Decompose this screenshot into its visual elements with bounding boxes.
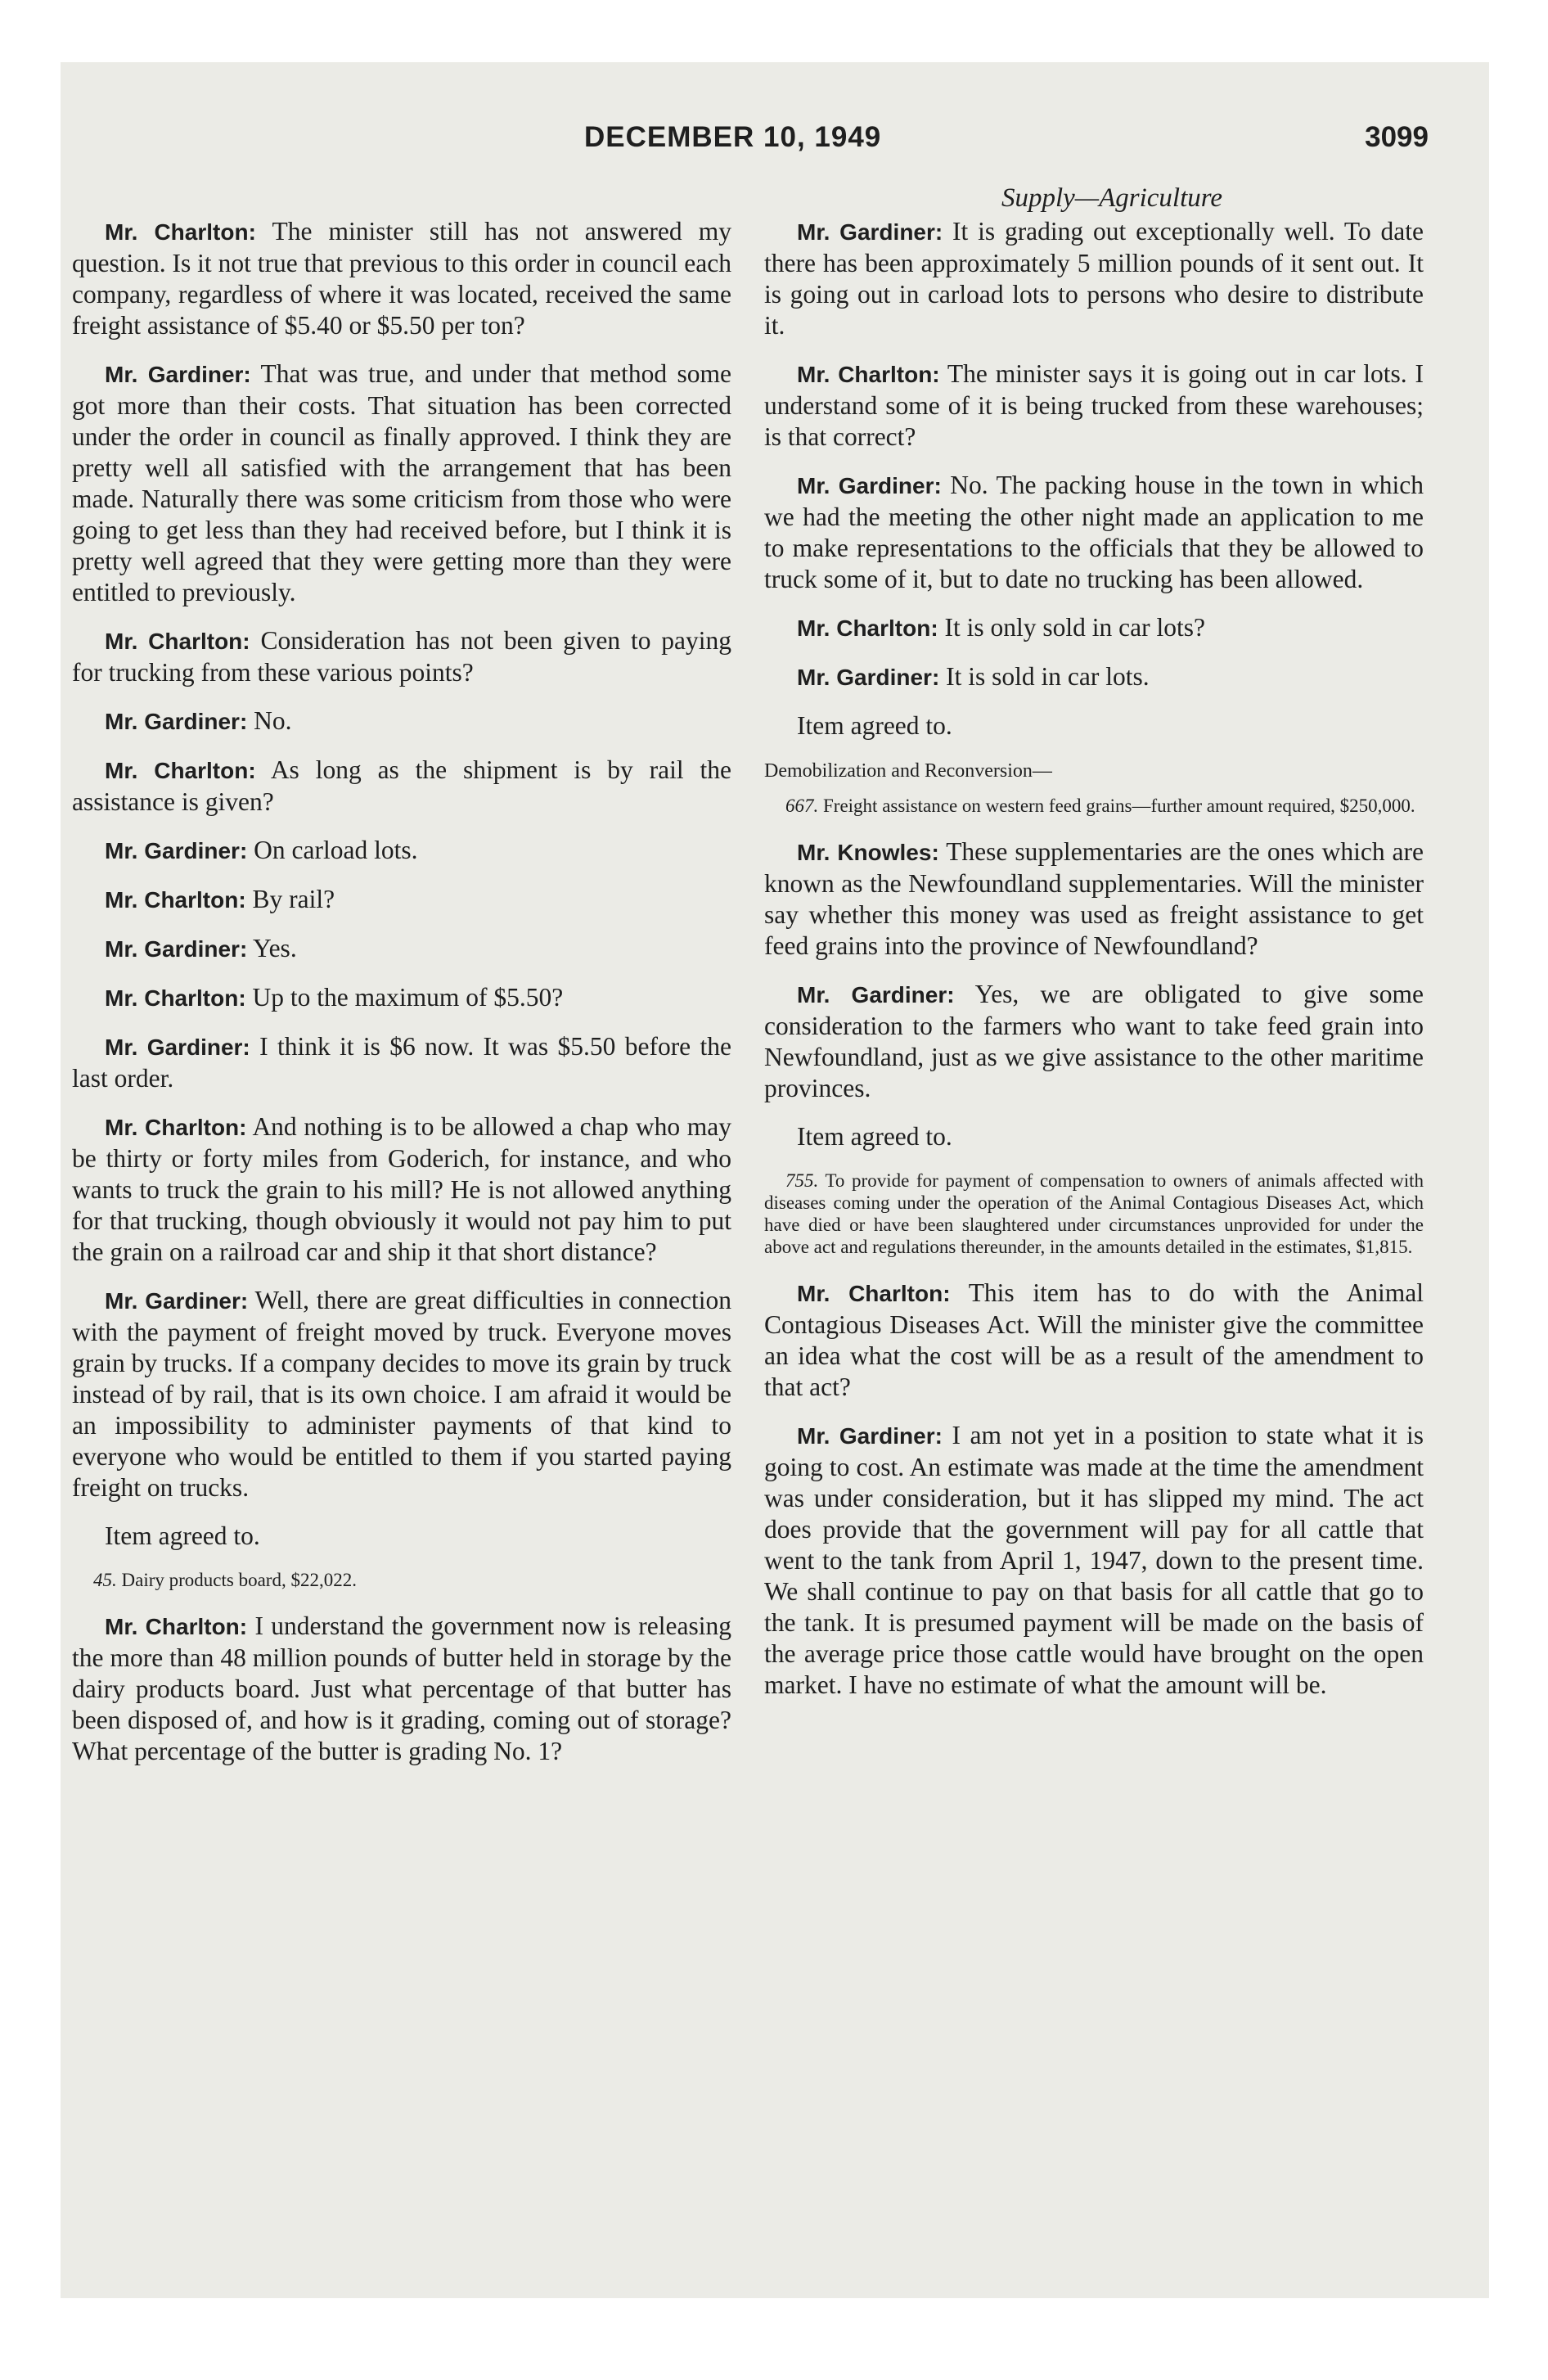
right-column (764, 216, 1424, 1718)
speaker-name: Mr. Charlton: (797, 362, 940, 387)
speech-paragraph (764, 216, 1424, 341)
speech-paragraph (72, 1031, 731, 1094)
item-agreed: Item agreed to. (797, 711, 952, 740)
speech-paragraph (72, 358, 731, 608)
speech-text: No. The packing house in the town in which we had the meeting the other night made an application to me to make representations to the officials that they be allowed to truck some of it, but to date no trucking has been allowed. (764, 471, 1424, 593)
speaker-name: Mr. Gardiner: (105, 838, 248, 863)
speech-paragraph (764, 661, 1424, 693)
speaker-name: Mr. Gardiner: (105, 1034, 250, 1060)
estimate-section-heading: Demobilization and Reconversion— (764, 760, 1052, 782)
speech-text: I understand the government now is releasing the more than 48 million pounds of butter held in storage by the dairy products board. Just what percentage of that butter has been disposed of, and how is it grading, coming out of storage? What percentage of the butter is grading No. 1? (72, 1611, 731, 1765)
speech-text: Consideration has not been given to paying for trucking from these various points? (72, 626, 731, 687)
speech-paragraph (764, 1420, 1424, 1701)
speech-paragraph (72, 1111, 731, 1268)
item-description: Freight assistance on western feed grains—further amount required, $250,000. (823, 796, 1415, 816)
speech-text: On carload lots. (254, 836, 418, 864)
item-agreed: Item agreed to. (797, 1122, 952, 1151)
speaker-name: Mr. Charlton: (797, 615, 938, 641)
speech-paragraph (764, 470, 1424, 595)
speech-text: The minister says it is going out in car lots. I understand some of it is being trucked from these warehouses; is that correct? (764, 359, 1424, 451)
estimate-item (764, 795, 1424, 817)
speech-paragraph (72, 705, 731, 737)
speaker-name: Mr. Gardiner: (797, 473, 942, 498)
speech-paragraph (72, 884, 731, 916)
speaker-name: Mr. Gardiner: (797, 982, 955, 1007)
speech-text: These supplementaries are the ones which are known as the Newfoundland supplementaries. Will the minister say whether this money was used as freight assistance to get feed grains into the province of Newfoundland? (764, 837, 1424, 960)
estimate-item (72, 1569, 731, 1591)
item-number: 755. (785, 1170, 819, 1191)
speech-text: Yes, we are obligated to give some consideration to the farmers who want to take feed grain into Newfoundland, just as we give assistance to the other maritime provinces. (764, 980, 1424, 1102)
speaker-name: Mr. Charlton: (105, 629, 250, 654)
speaker-name: Mr. Charlton: (105, 1115, 247, 1140)
section-header: Supply—Agriculture (1001, 183, 1223, 213)
speech-text: Well, there are great difficulties in connection with the payment of freight moved by truck. Everyone moves grain by trucks. If a company decides to move its grain by truck instead of by rail, that is its own choice. I am afraid it would be an impossibility to administer payments of that kind to everyone who would be entitled to them if you started paying freight on trucks. (72, 1286, 731, 1502)
speaker-name: Mr. Knowles: (797, 840, 939, 865)
speech-text: That was true, and under that method some got more than their costs. That situation has been corrected under the order in council as finally approved. I think they are pretty well all satisfied with the arrangement that has been made. Naturally there was some criticism from those who were going to get less than they had received before, but I think it is pretty well agreed that they were getting more than they were entitled to previously. (72, 359, 731, 606)
speech-paragraph (72, 933, 731, 965)
page-header (61, 121, 1489, 162)
speech-paragraph (72, 216, 731, 341)
item-agreed: Item agreed to. (105, 1521, 260, 1550)
speech-text: It is grading out exceptionally well. To date there has been approximately 5 million pounds of it sent out. It is going out in carload lots to persons who desire to distribute it. (764, 217, 1424, 340)
speech-text: It is sold in car lots. (946, 662, 1150, 691)
speaker-name: Mr. Gardiner: (797, 1423, 943, 1449)
item-description: To provide for payment of compensation to owners of animals affected with diseases coming under the operation of the Animal Contagious Diseases Act, which have died or have been slaughtered under circumstances unprovided for under the above act and regulations thereunder, in the amounts detailed in the estimates, $1,815. (764, 1170, 1424, 1257)
speech-paragraph (72, 755, 731, 818)
speech-paragraph (72, 1285, 731, 1503)
speech-paragraph (764, 612, 1424, 644)
speaker-name: Mr. Charlton: (105, 219, 256, 245)
speaker-name: Mr. Charlton: (105, 887, 246, 913)
speaker-name: Mr. Gardiner: (105, 709, 248, 734)
speaker-name: Mr. Gardiner: (797, 219, 943, 245)
estimate-item (764, 1170, 1424, 1258)
speech-text: Up to the maximum of $5.50? (252, 983, 564, 1012)
speech-text: It is only sold in car lots? (944, 613, 1206, 642)
speech-paragraph (72, 835, 731, 867)
item-description: Dairy products board, $22,022. (121, 1570, 357, 1590)
speech-text: This item has to do with the Animal Contagious Diseases Act. Will the minister give the committee an idea what the cost will be as a result of the amendment to that act? (764, 1278, 1424, 1401)
speaker-name: Mr. Charlton: (105, 985, 246, 1011)
page-number: 3099 (1365, 121, 1429, 153)
speech-paragraph (764, 836, 1424, 962)
speech-text: I think it is $6 now. It was $5.50 before the last order. (72, 1032, 732, 1093)
speech-paragraph (72, 982, 731, 1014)
speaker-name: Mr. Charlton: (105, 758, 256, 783)
speech-paragraph (764, 358, 1424, 453)
speech-text: I am not yet in a position to state what it is going to cost. An estimate was made at the time the amendment was under consideration, but it has slipped my mind. The act does provide that the government will pay for all cattle that went to the tank from April 1, 1947, down to the present time. We shall continue to pay on that basis for all cattle that go to the tank. It is presumed payment will be made on the basis of the average price those cattle would have brought on the open market. I have no estimate of what the amount will be. (764, 1421, 1424, 1699)
speaker-name: Mr. Charlton: (105, 1614, 248, 1639)
speech-paragraph (764, 979, 1424, 1104)
speech-text: And nothing is to be allowed a chap who may be thirty or forty miles from Goderich, for instance, and who wants to truck the grain to his mill? He is not allowed anything for that trucking, though obviously it would not pay him to put the grain on a railroad car and ship it that short distance? (72, 1112, 731, 1266)
speech-text: By rail? (252, 885, 335, 913)
speech-text: The minister still has not answered my question. Is it not true that previous to this order in council each company, regardless of where it was located, received the same freight assistance of $5.40 or $5.50 per ton? (72, 217, 731, 340)
scanned-page (61, 62, 1489, 2298)
speaker-name: Mr. Gardiner: (105, 936, 248, 962)
speaker-name: Mr. Gardiner: (105, 1288, 249, 1314)
left-column (72, 216, 731, 1784)
speech-paragraph (72, 625, 731, 688)
speech-paragraph (764, 1278, 1424, 1403)
speech-paragraph (72, 1611, 731, 1767)
item-number: 45. (93, 1570, 117, 1590)
speaker-name: Mr. Charlton: (797, 1281, 951, 1306)
speech-text: As long as the shipment is by rail the assistance is given? (72, 755, 731, 816)
speech-text: No. (254, 706, 292, 735)
page-date: DECEMBER 10, 1949 (584, 121, 882, 153)
speech-text: Yes. (252, 934, 297, 962)
item-number: 667. (785, 796, 819, 816)
speaker-name: Mr. Gardiner: (105, 362, 251, 387)
speaker-name: Mr. Gardiner: (797, 665, 940, 690)
